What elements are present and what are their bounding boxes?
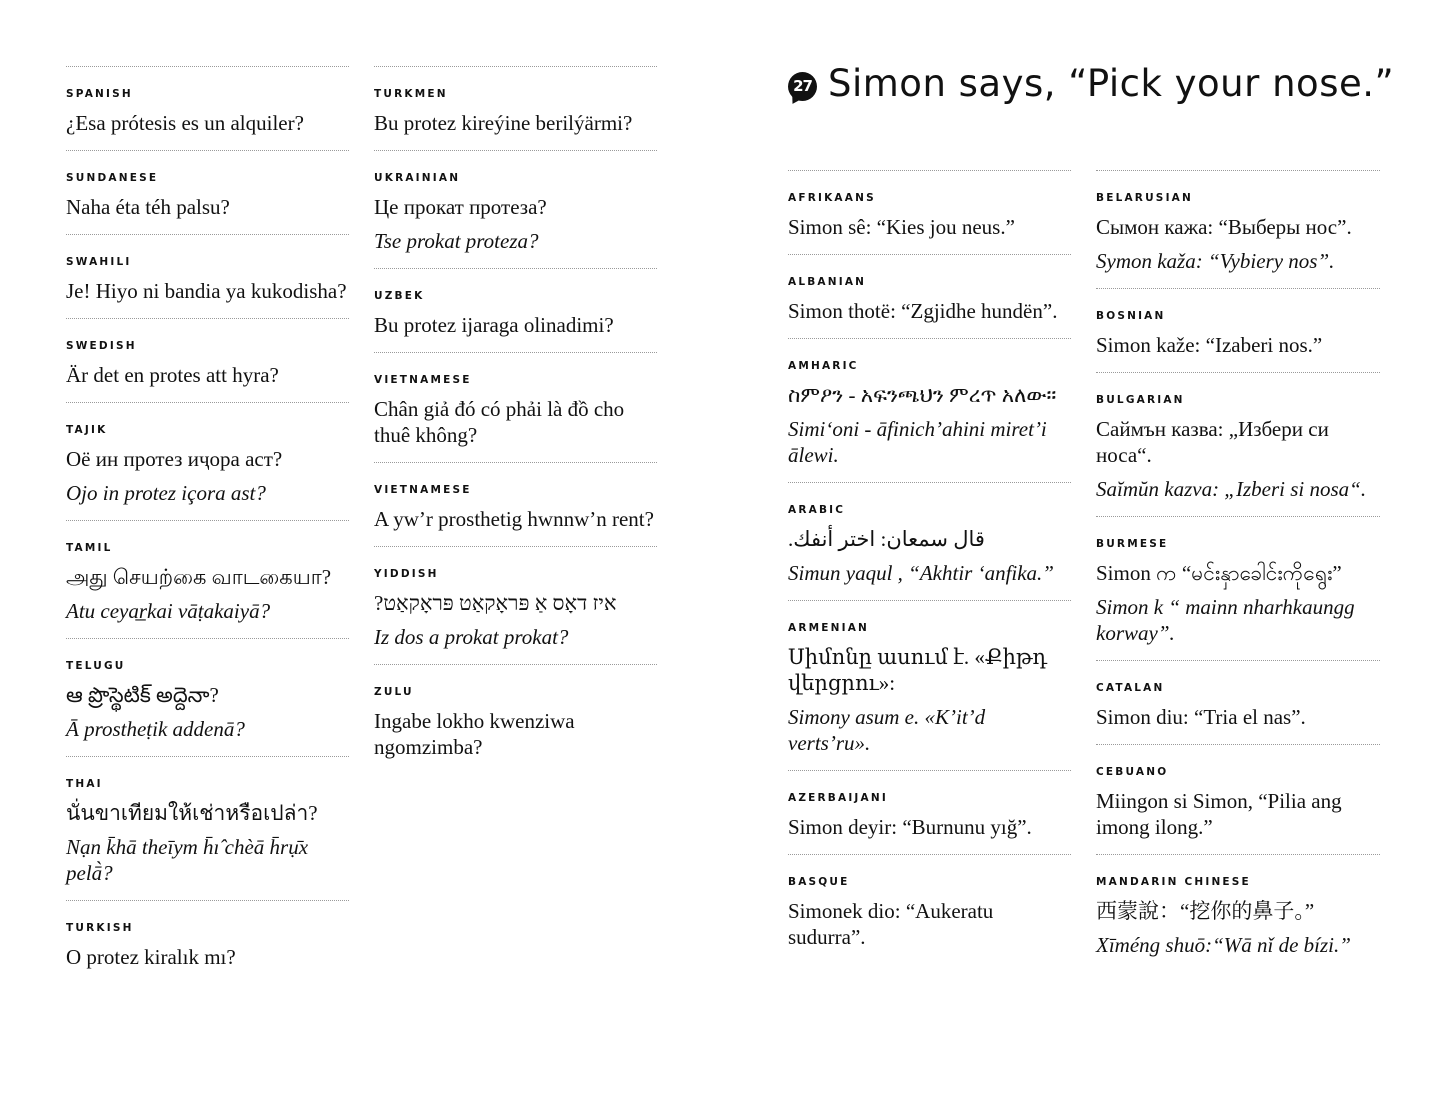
translation-entry	[66, 638, 349, 756]
translated-phrase: Сымон кажа: “Выберы нос”.	[1096, 215, 1352, 239]
translated-phrase: Це прокат протеза?	[374, 195, 547, 219]
translated-phrase: Simon diu: “Tria el nas”.	[1096, 705, 1306, 729]
language-label: TURKISH	[66, 922, 134, 934]
translated-phrase: ስምዖን - አፍንጫህን ምረጥ አለው።	[788, 383, 1057, 407]
language-label: THAI	[66, 778, 103, 790]
language-label: AZERBAIJANI	[788, 792, 888, 804]
translated-phrase: O protez kiralık mı?	[66, 945, 236, 969]
transliteration: Simon k “ mainn nharhkaungg korway”.	[1096, 595, 1355, 645]
translation-entry	[1096, 854, 1380, 972]
translated-phrase: قال سمعان: اختر أنفك.	[788, 527, 985, 551]
language-label: BASQUE	[788, 876, 850, 888]
translation-entry	[374, 268, 657, 352]
translated-phrase: Սիմոնը ասում է. «Քիթդ վերցրու»:	[788, 645, 1048, 695]
translation-entry	[1096, 516, 1380, 660]
translation-entry	[66, 900, 349, 984]
translated-phrase: Simon thotë: “Zgjidhe hundën”.	[788, 299, 1058, 323]
translated-phrase: Chân giả đó có phải là đồ cho thuê không?	[374, 397, 625, 447]
column-1	[66, 66, 349, 984]
translated-phrase: A yw’r prosthetig hwnnw’n rent?	[374, 507, 654, 531]
translation-entry	[788, 254, 1071, 338]
language-label: VIETNAMESE	[374, 374, 472, 386]
translation-entry	[66, 756, 349, 900]
language-label: ARMENIAN	[788, 622, 870, 634]
language-label: TAMIL	[66, 542, 113, 554]
language-label: SPANISH	[66, 88, 133, 100]
translation-entry	[1096, 288, 1380, 372]
translation-entry	[66, 150, 349, 234]
transliteration: Nạn k̄hā theīym h̄ı̂ chèā h̄rụ̄x pelā̀?	[66, 835, 309, 885]
language-label: YIDDISH	[374, 568, 439, 580]
translated-phrase: Simon kaže: “Izaberi nos.”	[1096, 333, 1323, 357]
translated-phrase: அது செயற்கை வாடகையா?	[66, 565, 332, 589]
translation-entry	[374, 66, 657, 150]
translated-phrase: Simon က “မင်းနှာခေါင်းကိုရွေး”	[1096, 561, 1342, 585]
translation-entry	[1096, 170, 1380, 288]
column-3	[788, 170, 1071, 964]
language-label: SUNDANESE	[66, 172, 159, 184]
language-label: ARABIC	[788, 504, 846, 516]
language-label: BELARUSIAN	[1096, 192, 1193, 204]
translation-entry	[788, 170, 1071, 254]
language-label: ALBANIAN	[788, 276, 867, 288]
translated-phrase: Naha éta téh palsu?	[66, 195, 230, 219]
transliteration: Iz dos a prokat prokat?	[374, 625, 569, 649]
translation-entry	[788, 854, 1071, 964]
language-label: BURMESE	[1096, 538, 1169, 550]
translation-entry	[1096, 660, 1380, 744]
translated-phrase: ¿Esa prótesis es un alquiler?	[66, 111, 304, 135]
transliteration: Xīméng shuō:“Wā nǐ de bízi.”	[1096, 933, 1351, 957]
translation-entry	[374, 546, 657, 664]
translated-phrase: Miingon si Simon, “Pilia ang imong ilong.”	[1096, 789, 1342, 839]
language-label: TAJIK	[66, 424, 108, 436]
translation-entry	[788, 482, 1071, 600]
translation-entry	[66, 318, 349, 402]
language-label: TURKMEN	[374, 88, 448, 100]
transliteration: Tse prokat proteza?	[374, 229, 539, 253]
translation-entry	[788, 770, 1071, 854]
speech-bubble-number: 27	[793, 77, 812, 95]
language-label: CATALAN	[1096, 682, 1165, 694]
transliteration: Ā prostheṭik addenā?	[66, 717, 245, 741]
translated-phrase: Simonek dio: “Aukeratu sudurra”.	[788, 899, 994, 949]
translation-entry	[374, 352, 657, 462]
language-label: ZULU	[374, 686, 414, 698]
language-label: BOSNIAN	[1096, 310, 1166, 322]
language-label: BULGARIAN	[1096, 394, 1185, 406]
translated-phrase: Саймън казва: „Избери си носа“.	[1096, 417, 1329, 467]
transliteration: Simun yaqul , “Akhtir ‘anfika.”	[788, 561, 1054, 585]
translation-entry	[788, 600, 1071, 770]
language-label: TELUGU	[66, 660, 126, 672]
language-label: VIETNAMESE	[374, 484, 472, 496]
language-label: UZBEK	[374, 290, 425, 302]
translation-entry	[374, 664, 657, 774]
section-title: Simon says, “Pick your nose.”	[828, 62, 1395, 105]
language-label: AFRIKAANS	[788, 192, 876, 204]
transliteration: Simony asum e. «K’it’d verts’ru».	[788, 705, 986, 755]
translated-phrase: Är det en protes att hyra?	[66, 363, 279, 387]
translation-entry	[1096, 372, 1380, 516]
translated-phrase: Ingabe lokho kwenziwa ngomzimba?	[374, 709, 575, 759]
translated-phrase: ఆ ప్రొస్థెటిక్ అద్దెనా?	[66, 683, 219, 707]
translated-phrase: איז דאָס אַ פּראָקאַט פּראָקאַט?	[374, 591, 617, 615]
translation-entry	[788, 338, 1071, 482]
translation-entry	[374, 150, 657, 268]
translated-phrase: Bu protez kireýine berilýärmi?	[374, 111, 633, 135]
transliteration: Saĭmŭn kazva: „Izberi si nosa“.	[1096, 477, 1367, 501]
translated-phrase: นั่นขาเทียมให้เช่าหรือเปล่า?	[66, 801, 318, 825]
translated-phrase: Simon sê: “Kies jou neus.”	[788, 215, 1015, 239]
translation-entry	[66, 402, 349, 520]
language-label: AMHARIC	[788, 360, 859, 372]
language-label: MANDARIN CHINESE	[1096, 876, 1251, 888]
section-number-badge	[788, 72, 817, 101]
column-2	[374, 66, 657, 774]
translation-entry	[1096, 744, 1380, 854]
language-label: SWEDISH	[66, 340, 137, 352]
translated-phrase: Je! Hiyo ni bandia ya kukodisha?	[66, 279, 347, 303]
language-label: UKRAINIAN	[374, 172, 461, 184]
language-label: SWAHILI	[66, 256, 132, 268]
translation-entry	[66, 234, 349, 318]
transliteration: Ojo in protez içora ast?	[66, 481, 266, 505]
translation-entry	[66, 520, 349, 638]
transliteration: Symon kaža: “Vybiery nos”.	[1096, 249, 1335, 273]
translated-phrase: Bu protez ijaraga olinadimi?	[374, 313, 614, 337]
transliteration: Atu ceyar̲kai vāṭakaiyā?	[66, 599, 271, 623]
translated-phrase: Оё ин протез иҷора аст?	[66, 447, 283, 471]
transliteration: Simi‘oni - āfinich’ahini miret’i ālewi.	[788, 417, 1047, 467]
translation-entry	[374, 462, 657, 546]
column-4	[1096, 170, 1380, 972]
language-label: CEBUANO	[1096, 766, 1169, 778]
translated-phrase: Simon deyir: “Burnunu yığ”.	[788, 815, 1032, 839]
translated-phrase: 西蒙說：“挖你的鼻子。”	[1096, 899, 1315, 923]
translation-entry	[66, 66, 349, 150]
section-heading	[788, 58, 1394, 110]
